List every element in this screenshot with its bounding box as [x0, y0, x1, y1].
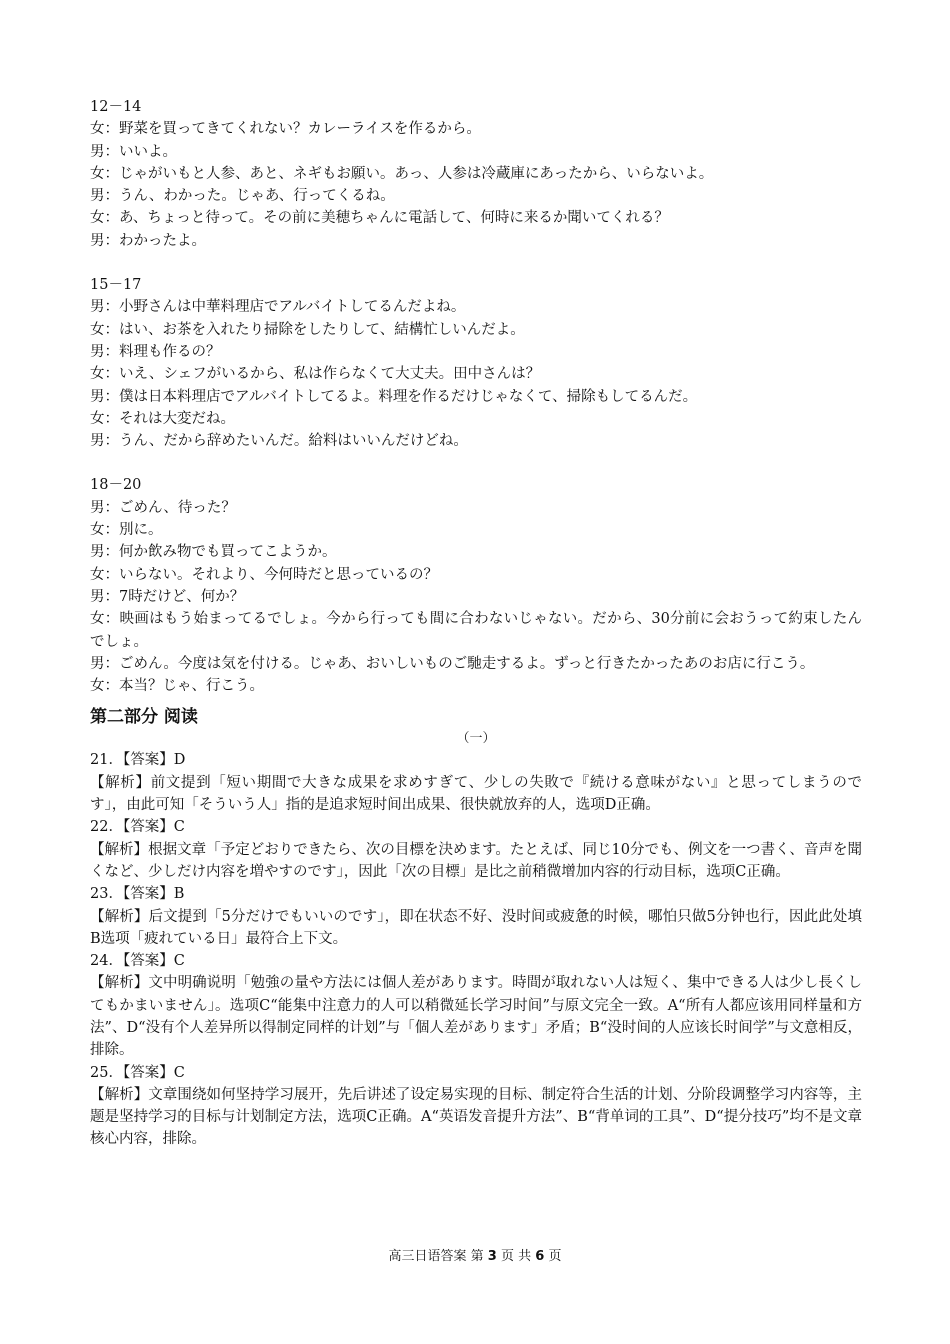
- dialogue-heading: 15－17: [90, 277, 142, 294]
- dialogue-line: 男：7時だけど、何か？: [90, 588, 245, 605]
- analysis-text: 【解析】后文提到「5分だけでもいいのです」，即在状态不好、没时间或疲惫的时候，哪怕只做5分钟也行，因此此处填B选项「疲れている日」最符合上下文。: [90, 908, 862, 947]
- dialogue-block-2: [90, 274, 862, 452]
- analysis-text: 【解析】文章围绕如何坚持学习展开，先后讲述了设定易实现的目标、制定符合生活的计划、分阶段调整学习内容等，主题是坚持学习的目标与计划制定方法，选项C正确。A“英语发音提升方法”、B“背单词的工具”、D“提分技巧”均不是文章核心内容，排除。: [90, 1086, 862, 1148]
- dialogue-line: 男：ごめん。今度は気を付ける。じゃあ、おいしいものご馳走するよ。ずっと行きたかったあのお店に行こう。: [90, 655, 815, 672]
- footer-total-pages: 6: [535, 1249, 545, 1264]
- dialogue-line: 男：いいよ。: [90, 143, 177, 160]
- dialogue-line: 女：野菜を買ってきてくれない？カレーライスを作るから。: [90, 121, 481, 138]
- footer-middle: 页 共: [500, 1249, 532, 1264]
- dialogue-line: 男：何か飲み物でも買ってこようか。: [90, 544, 337, 561]
- dialogue-line: 女：別に。: [90, 522, 163, 539]
- dialogue-line: 女：本当？じゃ、行こう。: [90, 678, 264, 695]
- reading-item-23: [90, 883, 862, 950]
- dialogue-line: 男：うん、だから辞めたいんだ。給料はいいんだけどね。: [90, 433, 468, 450]
- analysis-text: 【解析】根据文章「予定どおりできたら、次の目標を決めます。たとえば、同じ10分でも、例文を一つ書く、音声を聞くなど、少しだけ内容を増やすのです」，因此「次の目標」是比之前稍微增加内容的行动目标，选项C正确。: [90, 841, 862, 880]
- reading-item-21: [90, 749, 862, 816]
- reading-item-25: [90, 1062, 862, 1151]
- reading-item-24: [90, 950, 862, 1061]
- section-subtitle: （一）: [456, 731, 496, 747]
- page-body: [90, 96, 862, 1151]
- dialogue-block-3: [90, 474, 862, 697]
- answer-line: 25．【答案】C: [90, 1064, 185, 1081]
- dialogue-line: 女：あ、ちょっと待って。その前に美穂ちゃんに電話して、何時に来るか聞いてくれる？: [90, 210, 669, 227]
- answer-line: 22．【答案】C: [90, 819, 185, 836]
- reading-item-22: [90, 816, 862, 883]
- dialogue-line: 男：うん、わかった。じゃあ、行ってくるね。: [90, 188, 395, 205]
- dialogue-line: 女：いらない。それより、今何時だと思っているの？: [90, 566, 438, 583]
- analysis-text: 【解析】前文提到「短い期間で大きな成果を求めすぎて、少しの失敗で『続ける意味がない』と思ってしまうのです」，由此可知「そういう人」指的是追求短时间出成果、很快就放弃的人，选项D正确。: [90, 774, 862, 814]
- dialogue-line: 男：わかったよ。: [90, 232, 206, 249]
- dialogue-line: 女：いえ、シェフがいるから、私は作らなくて大丈夫。田中さんは？: [90, 366, 541, 383]
- answer-line: 23．【答案】B: [90, 886, 185, 903]
- dialogue-line: 女：それは大変だね。: [90, 410, 235, 427]
- dialogue-line: 男：小野さんは中華料理店でアルバイトしてるんだよね。: [90, 299, 466, 316]
- dialogue-line: 男：ごめん、待った？: [90, 499, 236, 516]
- page-footer: [0, 1248, 950, 1266]
- dialogue-line: 女：はい、お茶を入れたり掃除をしたりして、結構忙しいんだよ。: [90, 321, 525, 338]
- dialogue-line: 女：映画はもう始まってるでしょ。今から行っても間に合わないじゃない。だから、30分前に会おうって約束したんでしょ。: [90, 611, 862, 650]
- dialogue-heading: 12－14: [90, 99, 142, 115]
- dialogue-line: 男：料理も作るの？: [90, 343, 221, 360]
- analysis-text: 【解析】文中明确说明「勉強の量や方法には個人差があります。時間が取れない人は短く、集中できる人は少し長くしてもかまいません」。选项C“能集中注意力的人可以稍微延长学习时间”与原文完全一致。A“所有人都应该用同样量和方法”、D“没有个人差异所以得制定同样的计划”与「個人差があります」矛盾；B“没时间的人应该长时间学”与文意相反，排除。: [90, 975, 862, 1059]
- footer-prefix: 高三日语答案 第: [388, 1249, 484, 1264]
- dialogue-line: 男：僕は日本料理店でアルバイトしてるよ。料理を作るだけじゃなくて、掃除もしてるんだ。: [90, 388, 698, 405]
- dialogue-line: 女：じゃがいもと人参、あと、ネギもお願い。あっ、人参は冷蔵庫にあったから、いらないよ。: [90, 165, 714, 182]
- footer-suffix: 页: [548, 1249, 562, 1264]
- answer-line: 21．【答案】D: [90, 752, 186, 769]
- footer-page-number: 3: [487, 1249, 497, 1264]
- dialogue-heading: 18－20: [90, 477, 142, 494]
- dialogue-block-1: [90, 96, 862, 252]
- section-title: 第二部分 阅读: [90, 707, 198, 728]
- answer-line: 24．【答案】C: [90, 953, 185, 970]
